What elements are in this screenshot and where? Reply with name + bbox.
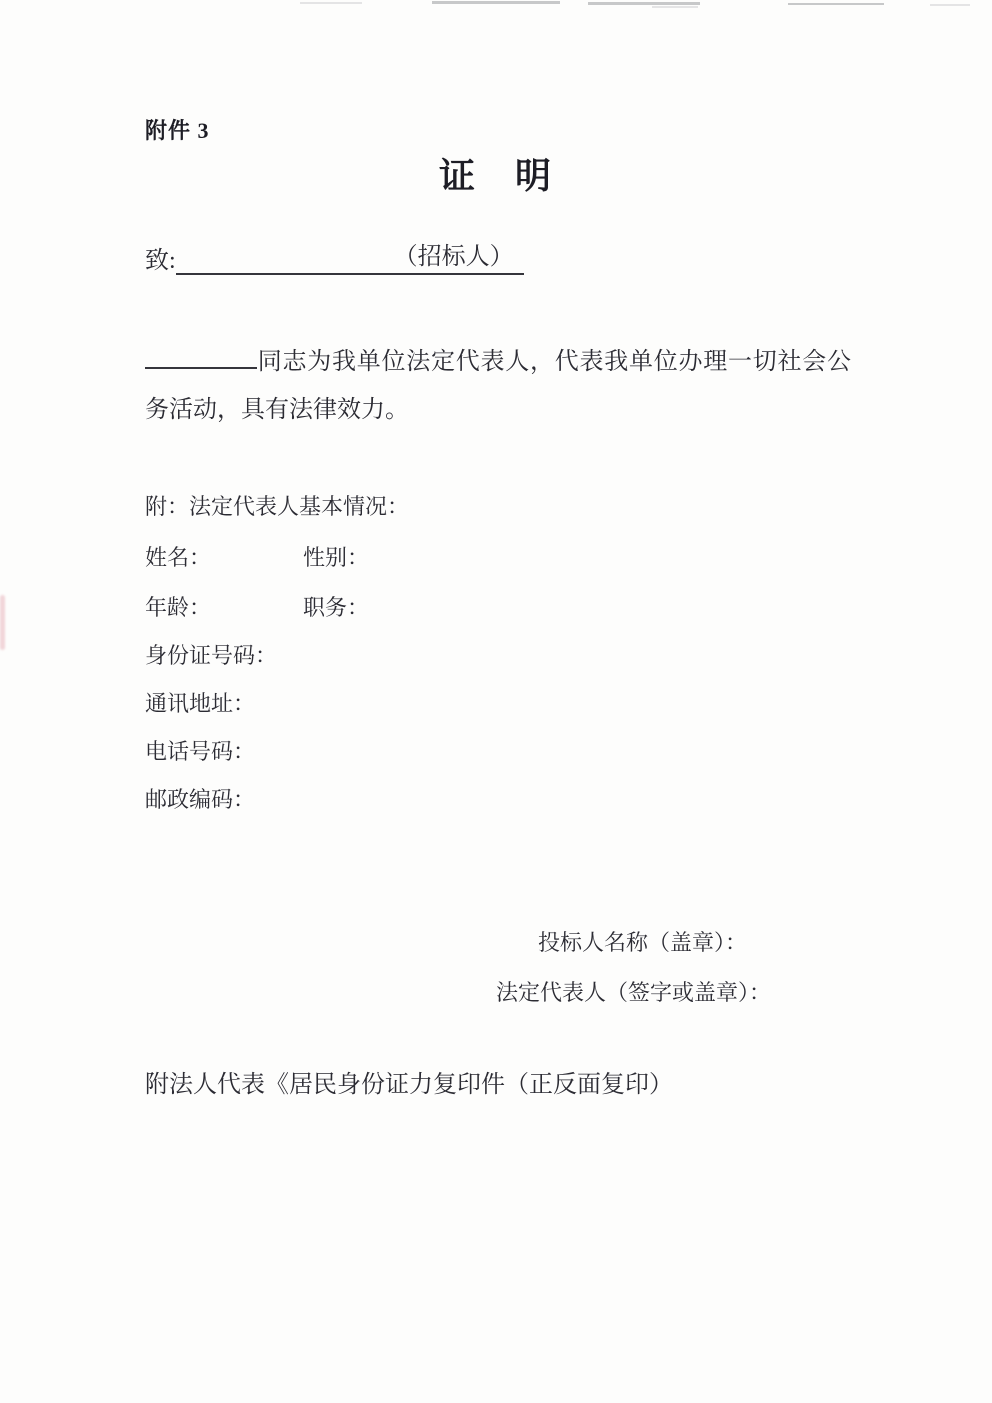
salutation-underline bbox=[176, 241, 524, 275]
attachment-label: 附件 3 bbox=[145, 118, 210, 143]
scan-artifact bbox=[930, 4, 970, 6]
field-label-gender: 性别： bbox=[303, 545, 370, 570]
name-blank-field bbox=[145, 345, 257, 369]
field-label-phone: 电话号码： bbox=[145, 739, 256, 764]
body-text: 同志为我单位法定代表人，代表我单位办理一切社会公务活动，具有法律效力。 bbox=[145, 349, 851, 423]
field-label-id-number: 身份证号码： bbox=[145, 643, 278, 668]
field-label-postal-code: 邮政编码： bbox=[145, 787, 256, 812]
footer-note: 附法人代表《居民身份证力复印件（正反面复印） bbox=[145, 1072, 673, 1098]
signature-legal-rep-line: 法定代表人（签字或盖章）： bbox=[496, 980, 772, 1005]
scan-artifact bbox=[588, 2, 700, 5]
underline-tail bbox=[514, 263, 524, 264]
field-label-address: 通讯地址： bbox=[145, 691, 256, 716]
field-label-age: 年龄： bbox=[145, 595, 212, 620]
salutation-line bbox=[145, 240, 524, 275]
field-label-name: 姓名： bbox=[145, 545, 212, 570]
scan-artifact bbox=[0, 595, 5, 650]
scan-artifact bbox=[300, 2, 362, 4]
signature-bidder-line: 投标人名称（盖章）： bbox=[538, 930, 748, 955]
page-title: 证 明 bbox=[438, 156, 553, 196]
field-label-position: 职务： bbox=[303, 595, 370, 620]
salutation-suffix: （招标人） bbox=[393, 244, 514, 270]
body-paragraph bbox=[145, 338, 851, 434]
scan-artifact bbox=[788, 3, 884, 5]
appendix-heading: 附：法定代表人基本情况： bbox=[145, 494, 410, 519]
scan-artifact bbox=[652, 6, 698, 8]
scan-artifact bbox=[432, 1, 560, 4]
salutation-prefix: 致: bbox=[145, 248, 176, 274]
recipient-blank-field bbox=[176, 263, 394, 264]
